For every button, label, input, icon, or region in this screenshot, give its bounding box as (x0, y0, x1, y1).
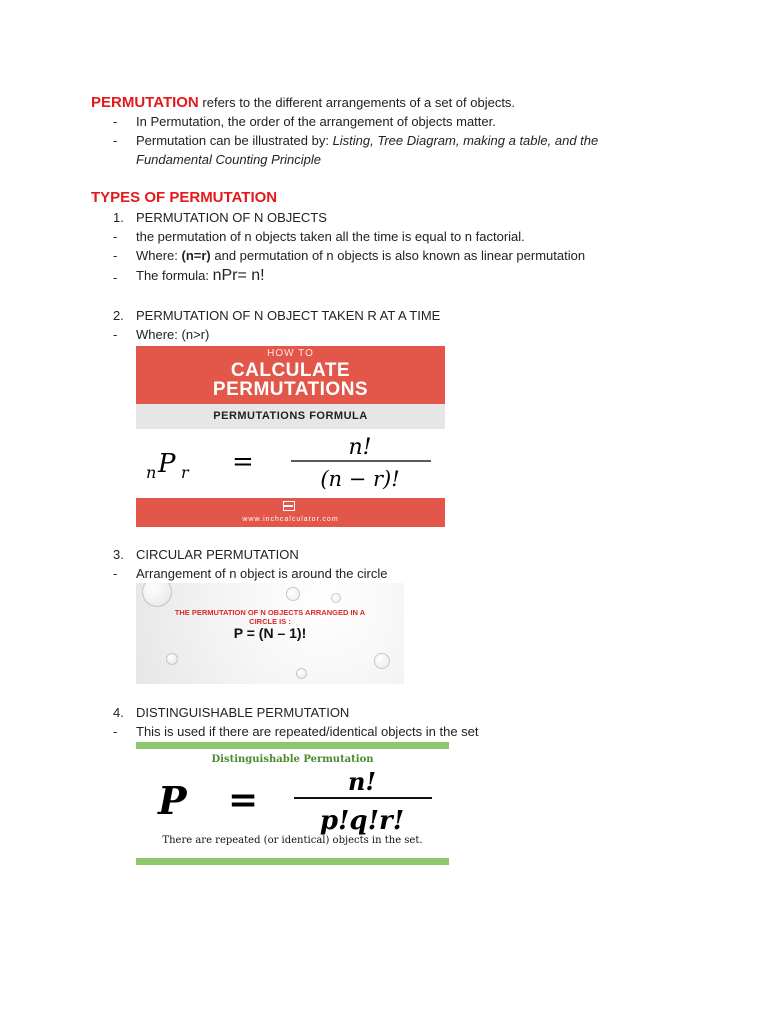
permutation-keyword: PERMUTATION (91, 94, 199, 111)
npr-equals: = (232, 447, 254, 477)
npr-numerator: n! (348, 435, 372, 460)
bubble-decoration (331, 593, 341, 603)
type-4-bullet-1: This is used if there are repeated/identical objects in the set (136, 724, 479, 739)
npr-right-subscript: r (181, 463, 189, 482)
bullet-dash: - (113, 327, 118, 342)
type-1-title: PERMUTATION OF N OBJECTS (136, 210, 327, 225)
type-2-title: PERMUTATION OF N OBJECT TAKEN R AT A TIME (136, 308, 441, 323)
type-3-number: 3. (113, 547, 124, 562)
distinguishable-equals: = (228, 779, 259, 821)
intro-paragraph (91, 95, 515, 111)
formula-label: The formula: (136, 268, 213, 283)
image-header-band (136, 346, 445, 404)
where-rest: and permutation of n objects is also known as linear permutation (210, 248, 586, 263)
distinguishable-caption: There are repeated (or identical) objects in the set. (162, 835, 423, 846)
formula-subtitle: PERMUTATIONS FORMULA (213, 410, 368, 422)
image-footer-band (136, 498, 445, 527)
top-green-bar (136, 742, 449, 749)
circular-caption (136, 608, 404, 626)
type-2-number: 2. (113, 308, 124, 323)
circular-caption-line2: CIRCLE IS : (249, 617, 291, 626)
type-1-bullet-2 (136, 248, 585, 264)
npr-left-subscript: n (146, 463, 157, 482)
type-3-bullet-1: Arrangement of n object is around the circle (136, 566, 388, 581)
bullet-dash: - (113, 724, 118, 739)
bullet-dash: - (113, 566, 118, 581)
intro-bullet-2-text: Permutation can be illustrated by: (136, 133, 333, 148)
circular-permutation-image (136, 583, 404, 684)
type-1-bullet-3 (136, 268, 265, 284)
type-4-title: DISTINGUISHABLE PERMUTATION (136, 705, 350, 720)
how-to-text: HOW TO (267, 348, 314, 359)
type-4-number: 4. (113, 705, 124, 720)
website-url: www.inchcalculator.com (242, 516, 339, 523)
distinguishable-numerator: n! (348, 767, 376, 796)
intro-bullet-2 (136, 133, 598, 149)
circular-caption-line1: THE PERMUTATION OF N OBJECTS ARRANGED IN A (174, 608, 366, 617)
bullet-dash: - (113, 133, 118, 148)
calculator-icon (283, 501, 295, 511)
distinguishable-formula (136, 766, 449, 836)
distinguishable-title: Distinguishable Permutation (211, 754, 374, 765)
bubble-decoration (374, 653, 390, 669)
permutations-formula-image (136, 346, 445, 527)
type-3-title: CIRCULAR PERMUTATION (136, 547, 299, 562)
intro-bullet-1: In Permutation, the order of the arrangement of objects matter. (136, 114, 496, 129)
distinguishable-lhs: P (158, 778, 187, 823)
bubble-decoration (166, 653, 178, 665)
linear-formula: nPr= n! (212, 267, 265, 284)
distinguishable-permutation-image (136, 742, 449, 865)
illustrated-methods-line2: Fundamental Counting Principle (136, 152, 321, 167)
bubble-decoration (142, 583, 172, 607)
type-1-number: 1. (113, 210, 124, 225)
bottom-green-bar (136, 858, 449, 865)
circular-formula: P = (N – 1)! (233, 625, 307, 641)
bullet-dash: - (113, 114, 118, 129)
types-heading: TYPES OF PERMUTATION (91, 189, 278, 206)
npr-denominator: (n − r)! (320, 467, 400, 491)
formula-subtitle-bar (136, 404, 445, 429)
bullet-dash: - (113, 229, 118, 244)
npr-formula (136, 430, 445, 500)
bullet-dash: - (113, 270, 118, 285)
permutation-definition: refers to the different arrangements of a set of objects. (198, 95, 516, 110)
where-condition: (n=r) (181, 248, 211, 263)
bubble-decoration (296, 668, 307, 679)
permutations-text: PERMUTATIONS (212, 379, 369, 400)
bubble-decoration (286, 587, 300, 601)
illustrated-methods-line1: Listing, Tree Diagram, making a table, and the (332, 133, 599, 148)
type-1-bullet-1: the permutation of n objects taken all the time is equal to n factorial. (136, 229, 525, 244)
distinguishable-denominator: p!q!r! (319, 806, 405, 836)
npr-main-symbol: P (158, 449, 176, 479)
bullet-dash: - (113, 248, 118, 263)
where-label: Where: (136, 248, 182, 263)
calculate-text: CALCULATE (230, 360, 351, 381)
type-2-bullet-1: Where: (n>r) (136, 327, 210, 342)
